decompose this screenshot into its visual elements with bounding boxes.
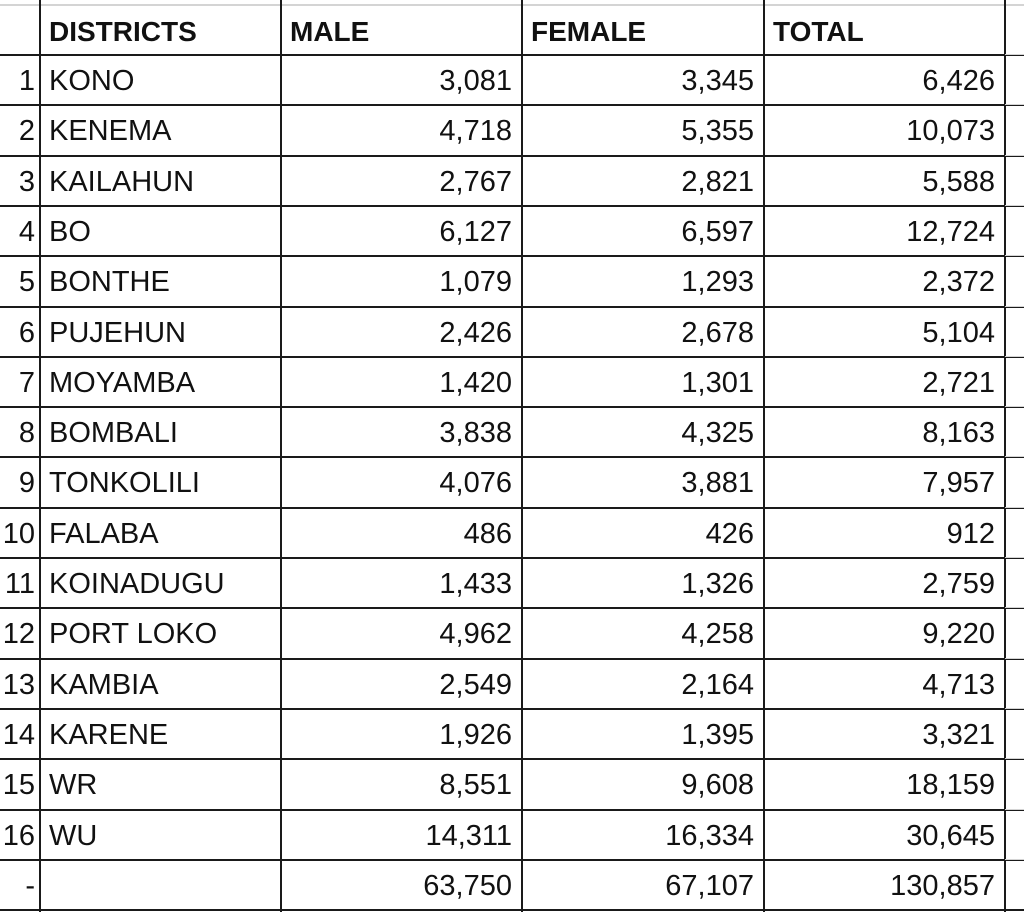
grid-row-line-light <box>1005 205 1024 206</box>
female-count-cell[interactable]: 4,325 <box>681 417 754 449</box>
female-count-cell[interactable]: 2,821 <box>681 166 754 198</box>
male-count-cell[interactable]: 4,718 <box>439 115 512 147</box>
grid-row-line-light <box>1005 255 1024 256</box>
row-number-cell[interactable]: 5 <box>18 266 35 298</box>
district-name-cell[interactable]: BO <box>49 216 91 248</box>
district-name-cell[interactable]: WR <box>49 769 98 801</box>
district-name-cell[interactable]: BONTHE <box>49 266 170 298</box>
row-number-cell[interactable]: 10 <box>2 518 35 550</box>
total-count-cell[interactable]: 3,321 <box>922 719 995 751</box>
header-female[interactable]: FEMALE <box>531 16 647 47</box>
grid-row-line-light <box>1005 155 1024 156</box>
row-number-cell[interactable]: 12 <box>2 618 35 650</box>
header-male[interactable]: MALE <box>290 16 370 47</box>
female-count-cell[interactable]: 1,395 <box>681 719 754 751</box>
grid-row-line-light <box>1005 406 1024 407</box>
row-number-cell[interactable]: 13 <box>2 669 35 701</box>
male-total-cell[interactable]: 63,750 <box>423 870 512 902</box>
grid-row-line-light <box>1005 658 1024 659</box>
row-number-cell[interactable]: 9 <box>18 467 35 499</box>
total-count-cell[interactable]: 5,588 <box>922 166 995 198</box>
grid-row-line-light <box>1005 708 1024 709</box>
district-name-cell[interactable]: WU <box>49 820 98 852</box>
header-total[interactable]: TOTAL <box>773 16 864 47</box>
district-name-cell[interactable]: FALABA <box>49 518 159 550</box>
row-number-cell[interactable]: 1 <box>18 65 35 97</box>
grid-row-line-light <box>1005 507 1024 508</box>
district-name-cell[interactable]: MOYAMBA <box>49 367 196 399</box>
header-districts[interactable]: DISTRICTS <box>49 16 197 47</box>
female-count-cell[interactable]: 16,334 <box>665 820 754 852</box>
grid-row-line-light <box>1005 54 1024 55</box>
total-count-cell[interactable]: 8,163 <box>922 417 995 449</box>
total-count-cell[interactable]: 6,426 <box>922 65 995 97</box>
total-count-cell[interactable]: 18,159 <box>906 769 995 801</box>
female-count-cell[interactable]: 3,881 <box>681 467 754 499</box>
male-count-cell[interactable]: 2,549 <box>439 669 512 701</box>
female-count-cell[interactable]: 5,355 <box>681 115 754 147</box>
male-count-cell[interactable]: 14,311 <box>425 820 512 852</box>
total-count-cell[interactable]: 2,759 <box>922 568 995 600</box>
female-count-cell[interactable]: 1,326 <box>681 568 754 600</box>
male-count-cell[interactable]: 1,420 <box>439 367 512 399</box>
male-count-cell[interactable]: 3,838 <box>439 417 512 449</box>
total-count-cell[interactable]: 7,957 <box>922 467 995 499</box>
grid-row-line-light <box>1005 356 1024 357</box>
female-count-cell[interactable]: 4,258 <box>681 618 754 650</box>
male-count-cell[interactable]: 4,076 <box>439 467 512 499</box>
district-name-cell[interactable]: KONO <box>49 65 135 97</box>
total-count-cell[interactable]: 30,645 <box>906 820 995 852</box>
row-number-cell[interactable]: 2 <box>18 115 35 147</box>
grid-row-line-light <box>1005 557 1024 558</box>
female-total-cell[interactable]: 67,107 <box>665 870 754 902</box>
row-number-cell[interactable]: 7 <box>18 367 35 399</box>
grid-row-line-light <box>1005 607 1024 608</box>
grid-row-line-light <box>1005 809 1024 810</box>
grand-total-cell[interactable]: 130,857 <box>890 870 995 902</box>
female-count-cell[interactable]: 2,164 <box>681 669 754 701</box>
female-count-cell[interactable]: 3,345 <box>681 65 754 97</box>
district-name-cell[interactable]: KARENE <box>49 719 169 751</box>
row-number-cell[interactable]: 6 <box>18 317 35 349</box>
female-count-cell[interactable]: 426 <box>705 518 754 550</box>
grid-row-line-light <box>1005 859 1024 860</box>
total-count-cell[interactable]: 5,104 <box>922 317 995 349</box>
grid-row-line-light <box>1005 306 1024 307</box>
district-name-cell[interactable]: KOINADUGU <box>49 568 225 600</box>
district-name-cell[interactable]: TONKOLILI <box>49 467 200 499</box>
row-number-cell[interactable]: 3 <box>18 166 35 198</box>
row-number-cell[interactable]: 8 <box>18 417 35 449</box>
male-count-cell[interactable]: 486 <box>463 518 512 550</box>
row-number-cell[interactable]: 11 <box>4 568 35 600</box>
totals-label-cell[interactable] <box>41 861 280 910</box>
male-count-cell[interactable]: 1,433 <box>439 568 512 600</box>
row-number-cell[interactable]: 14 <box>2 719 35 751</box>
male-count-cell[interactable]: 4,962 <box>439 618 512 650</box>
grid-row-line-light <box>1005 104 1024 105</box>
grid-row-line-light <box>1005 758 1024 759</box>
male-count-cell[interactable]: 2,426 <box>439 317 512 349</box>
male-count-cell[interactable]: 6,127 <box>439 216 512 248</box>
female-count-cell[interactable]: 2,678 <box>681 317 754 349</box>
female-count-cell[interactable]: 1,293 <box>681 266 754 298</box>
male-count-cell[interactable]: 1,926 <box>439 719 512 751</box>
district-name-cell[interactable]: KAMBIA <box>49 669 159 701</box>
district-name-cell[interactable]: PORT LOKO <box>49 618 218 650</box>
totals-row-marker[interactable]: - <box>25 870 35 902</box>
male-count-cell[interactable]: 2,767 <box>439 166 512 198</box>
row-number-cell[interactable]: 4 <box>18 216 35 248</box>
male-count-cell[interactable]: 1,079 <box>439 266 512 298</box>
female-count-cell[interactable]: 9,608 <box>681 769 754 801</box>
district-name-cell[interactable]: KAILAHUN <box>49 166 195 198</box>
total-count-cell[interactable]: 4,713 <box>922 669 995 701</box>
district-name-cell[interactable]: PUJEHUN <box>49 317 186 349</box>
total-count-cell[interactable]: 2,721 <box>922 367 995 399</box>
row-number-cell[interactable]: 16 <box>2 820 35 852</box>
district-name-cell[interactable]: KENEMA <box>49 115 172 147</box>
total-count-cell[interactable]: 2,372 <box>922 266 995 298</box>
district-name-cell[interactable]: BOMBALI <box>49 417 178 449</box>
total-count-cell[interactable]: 9,220 <box>922 618 995 650</box>
female-count-cell[interactable]: 1,301 <box>681 367 754 399</box>
total-count-cell[interactable]: 10,073 <box>906 115 995 147</box>
total-count-cell[interactable]: 12,724 <box>906 216 995 248</box>
grid-row-line-light <box>1005 456 1024 457</box>
male-count-cell[interactable]: 3,081 <box>439 65 512 97</box>
female-count-cell[interactable]: 6,597 <box>681 216 754 248</box>
total-count-cell[interactable]: 912 <box>946 518 995 550</box>
row-number-cell[interactable]: 15 <box>2 769 35 801</box>
male-count-cell[interactable]: 8,551 <box>439 769 512 801</box>
